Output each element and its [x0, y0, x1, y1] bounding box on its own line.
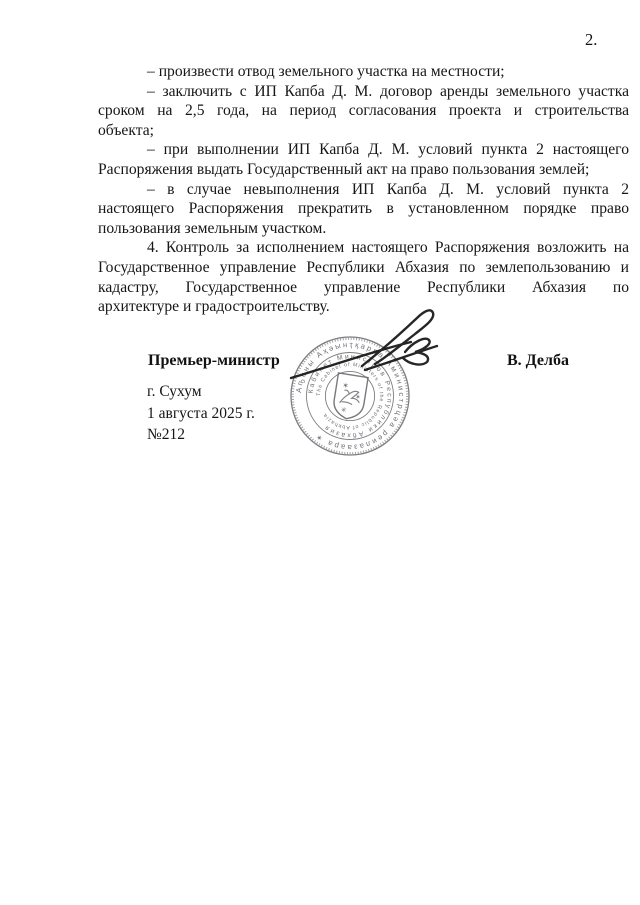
text-line: кадастру, Государственное управление Республики Абхазия по	[98, 278, 629, 296]
text-line: архитектуре и градостроительству.	[98, 298, 330, 316]
svg-text:✳: ✳	[340, 406, 348, 415]
text-line: пользования земельным участком.	[98, 219, 327, 237]
signature-date: 1 августа 2025 г.	[147, 405, 255, 422]
text-line: – произвести отвод земельного участка на местности;	[147, 63, 505, 80]
text-line: настоящего Распоряжения прекратить в установленном порядке право	[98, 200, 629, 218]
svg-text:✶: ✶	[341, 380, 350, 391]
text-line: объекта;	[98, 121, 154, 139]
signer-title: Премьер-министр	[148, 352, 280, 369]
svg-text:✶: ✶	[354, 393, 362, 402]
signature-city: г. Сухум	[147, 383, 202, 400]
document-number: №212	[147, 426, 186, 443]
text-line: 4. Контроль за исполнением настоящего Распоряжения возложить на	[147, 239, 629, 257]
text-line: сроком на 2,5 года, на период согласования проекта и строительства	[98, 102, 629, 120]
handwritten-signature	[265, 290, 465, 400]
page-number: 2.	[585, 30, 598, 49]
seal-middle-ring-label: Кабинет Министров Республики Абхазия	[307, 353, 393, 439]
seal-outer-ring-label: Аҧсны Аҳәынҭқарра Аминистрцәа реилазаара ✶	[294, 339, 407, 453]
text-line: – при выполнении ИП Капба Д. М. условий пункта 2 настоящего	[147, 141, 629, 159]
document-body	[98, 62, 629, 317]
seal-inner-ring-label: The Cabinet of Ministers of the Republic of Abkhazia	[315, 361, 385, 431]
text-line: Распоряжения выдать Государственный акт на право пользования землей;	[98, 160, 590, 178]
signer-name: В. Делба	[507, 352, 569, 369]
text-line: – в случае невыполнения ИП Капба Д. М. условий пункта 2	[147, 180, 629, 198]
text-line: Государственное управление Республики Абхазия по землепользованию и	[98, 258, 629, 276]
text-line: – заключить с ИП Капба Д. М. договор аренды земельного участка	[147, 82, 629, 100]
